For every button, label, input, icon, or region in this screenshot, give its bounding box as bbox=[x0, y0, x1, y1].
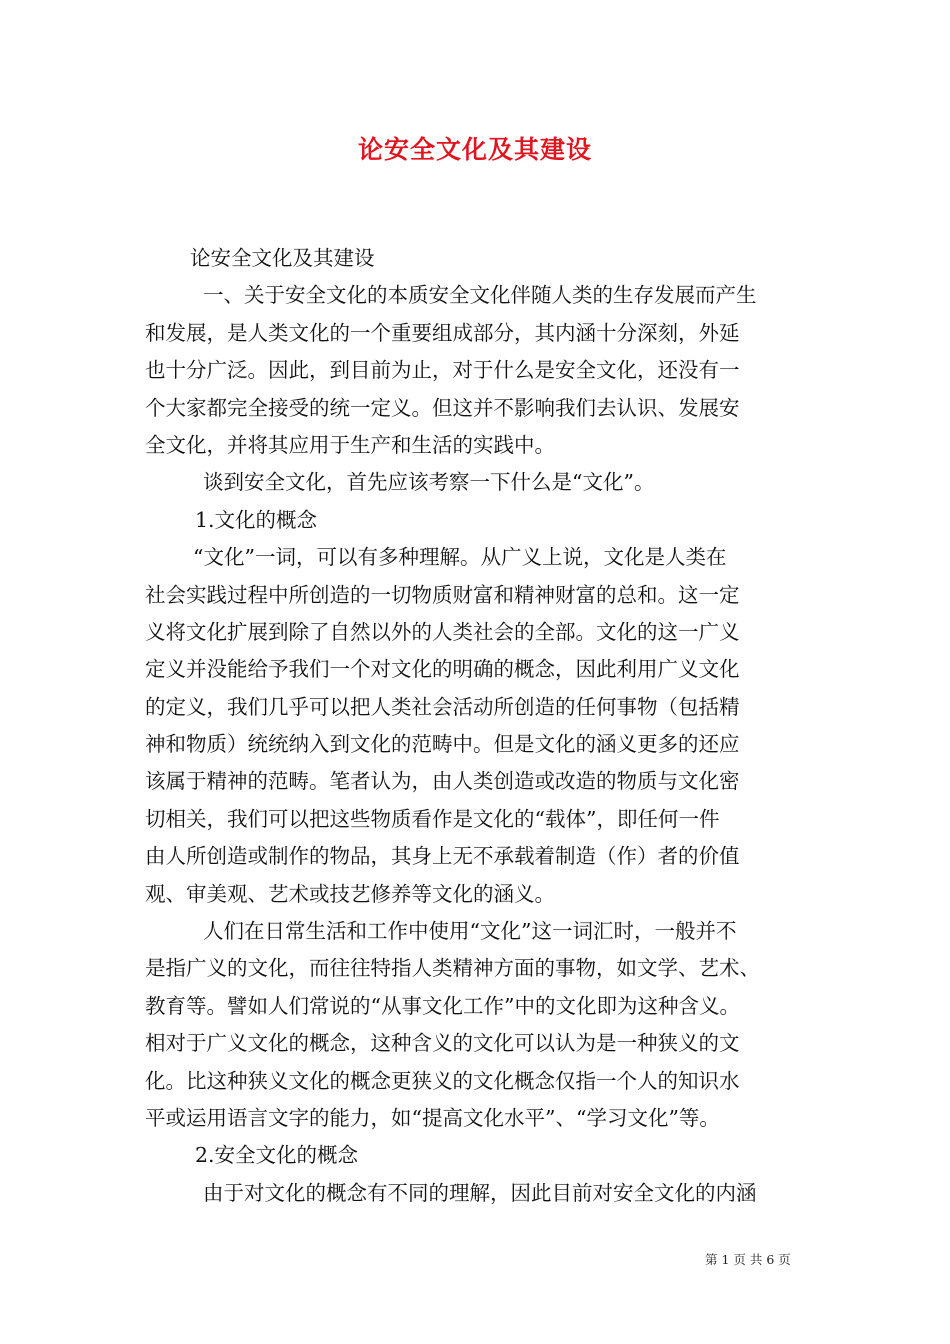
text-line: 和发展，是人类文化的一个重要组成部分，其内涵十分深刻，外延 bbox=[145, 320, 740, 345]
text-line: 人们在日常生活和工作中使用“文化”这一词汇时，一般并不 bbox=[203, 919, 737, 944]
text-line: 谈到安全文化，首先应该考察一下什么是“文化”。 bbox=[203, 470, 655, 495]
text-line: 该属于精神的范畴。笔者认为，由人类创造或改造的物质与文化密 bbox=[145, 769, 740, 794]
text-line: 由于对文化的概念有不同的理解，因此目前对安全文化的内涵 bbox=[203, 1180, 757, 1205]
text-line: 教育等。譬如人们常说的“从事文化工作”中的文化即为这种含义。 bbox=[145, 993, 740, 1018]
text-line: 相对于广义文化的概念，这种含义的文化可以认为是一种狭义的文 bbox=[145, 1031, 740, 1056]
text-line: 由人所创造或制作的物品，其身上无不承载着制造（作）者的价值 bbox=[145, 844, 740, 869]
text-line: 观、审美观、艺术或技艺修养等文化的涵义。 bbox=[145, 881, 555, 906]
text-line: 社会实践过程中所创造的一切物质财富和精神财富的总和。这一定 bbox=[145, 582, 740, 607]
section-heading: 1.文化的概念 bbox=[195, 507, 318, 532]
text-line: 也十分广泛。因此，到目前为止，对于什么是安全文化，还没有一 bbox=[145, 358, 740, 383]
text-line: 化。比这种狭义文化的概念更狭义的文化概念仅指一个人的知识水 bbox=[145, 1068, 740, 1093]
text-line: 义将文化扩展到除了自然以外的人类社会的全部。文化的这一广义 bbox=[145, 619, 740, 644]
text-line: 平或运用语言文字的能力，如“提高文化水平”、“学习文化”等。 bbox=[145, 1105, 720, 1130]
text-line: 的定义，我们几乎可以把人类社会活动所创造的任何事物（包括精 bbox=[145, 694, 740, 719]
text-line: 定义并没能给予我们一个对文化的明确的概念，因此利用广义文化 bbox=[145, 657, 740, 682]
page-title: 论安全文化及其建设 bbox=[357, 135, 592, 164]
text-line: 一、关于安全文化的本质安全文化伴随人类的生存发展而产生 bbox=[203, 283, 757, 308]
text-line: 全文化，并将其应用于生产和生活的实践中。 bbox=[145, 432, 555, 457]
text-line: 个大家都完全接受的统一定义。但这并不影响我们去认识、发展安 bbox=[145, 395, 740, 420]
text-line: “文化”一词，可以有多种理解。从广义上说，文化是人类在 bbox=[193, 545, 727, 570]
text-line: 论安全文化及其建设 bbox=[190, 246, 375, 270]
body-text bbox=[145, 240, 805, 1212]
text-line: 神和物质）统统纳入到文化的范畴中。但是文化的涵义更多的还应 bbox=[145, 732, 740, 757]
text-line: 切相关，我们可以把这些物质看作是文化的“载体”，即任何一件 bbox=[145, 806, 720, 831]
text-line: 是指广义的文化，而往往特指人类精神方面的事物，如文学、艺术、 bbox=[145, 956, 760, 981]
section-heading: 2.安全文化的概念 bbox=[195, 1143, 359, 1168]
page-footer: 第 1 页 共 6 页 bbox=[705, 1252, 791, 1267]
